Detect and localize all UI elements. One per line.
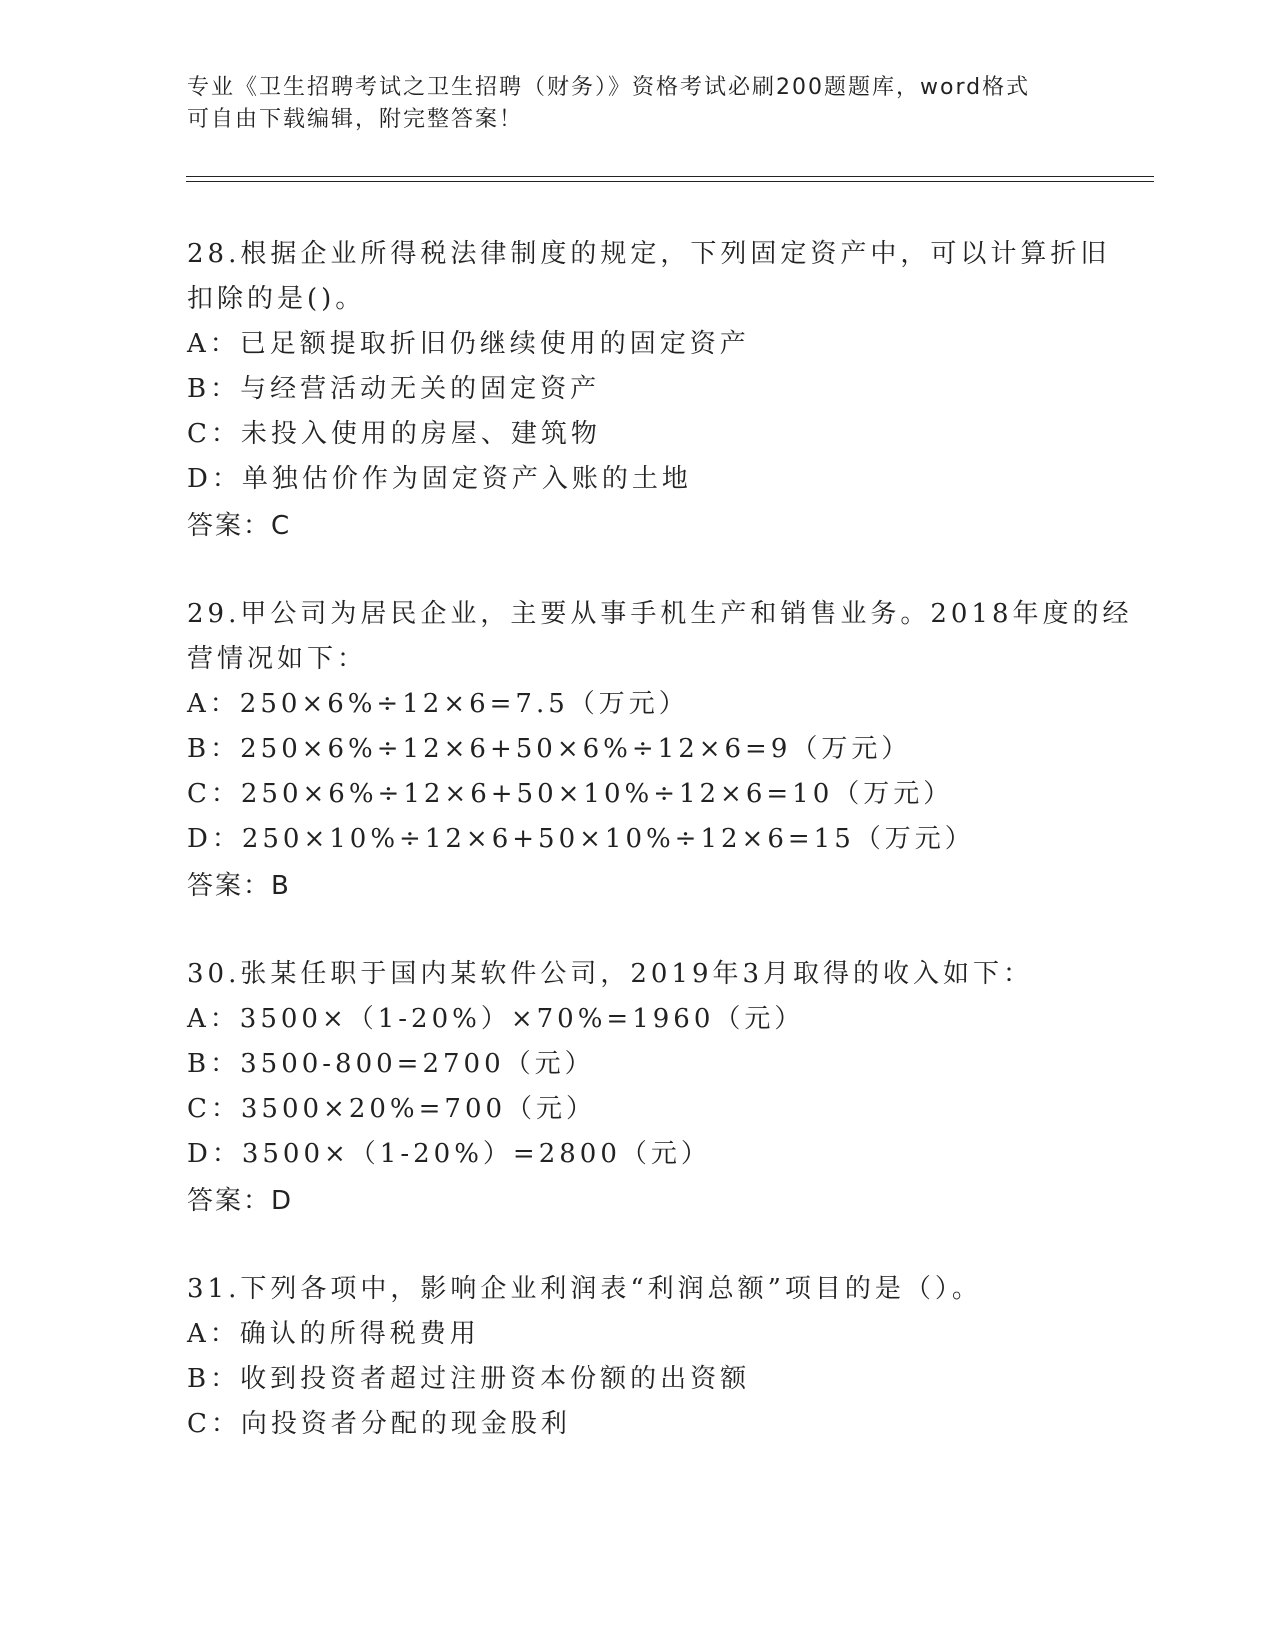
option-b: B：250×6%÷12×6+50×6%÷12×6=9（万元） — [187, 734, 912, 764]
question-stem — [187, 232, 1111, 322]
option-d: D：250×10%÷12×6+50×10%÷12×6=15（万元） — [187, 824, 975, 854]
answer: 答案：C — [187, 511, 292, 541]
question-stem-line: 30.张某任职于国内某软件公司，2019年3月取得的收入如下： — [187, 959, 1034, 989]
question-29 — [187, 592, 1133, 910]
question-stem — [187, 592, 1133, 682]
header-divider-top — [186, 176, 1154, 177]
question-28 — [187, 232, 1111, 550]
option-c: C：未投入使用的房屋、建筑物 — [187, 419, 601, 449]
question-stem-line: 扣除的是()。 — [187, 284, 366, 314]
option-b: B：收到投资者超过注册资本份额的出资额 — [187, 1364, 751, 1394]
option-c: C：3500×20%=700（元） — [187, 1094, 597, 1124]
question-31 — [187, 1267, 1087, 1447]
answer: 答案：D — [187, 1186, 294, 1216]
option-d: D：单独估价作为固定资产入账的土地 — [187, 464, 692, 494]
option-c: C：向投资者分配的现金股利 — [187, 1409, 571, 1439]
header-line-1: 专业《卫生招聘考试之卫生招聘（财务）》资格考试必刷200题题库，word格式 — [187, 75, 1031, 100]
option-c: C：250×6%÷12×6+50×10%÷12×6=10（万元） — [187, 779, 954, 809]
question-stem-line: 营情况如下： — [187, 644, 368, 674]
question-stem — [187, 1267, 1087, 1312]
header-divider-bottom — [186, 181, 1154, 182]
option-a: A：250×6%÷12×6=7.5（万元） — [187, 689, 689, 719]
option-d: D：3500×（1-20%）=2800（元） — [187, 1139, 711, 1169]
option-b: B：与经营活动无关的固定资产 — [187, 374, 601, 404]
option-a: A：确认的所得税费用 — [187, 1319, 480, 1349]
option-a: A：已足额提取折旧仍继续使用的固定资产 — [187, 329, 750, 359]
header-line-2: 可自由下载编辑，附完整答案！ — [187, 107, 524, 132]
question-stem-line: 31.下列各项中，影响企业利润表“利润总额”项目的是（）。 — [187, 1274, 982, 1304]
document-header — [187, 72, 1087, 136]
option-b: B：3500-800=2700（元） — [187, 1049, 595, 1079]
question-stem-line: 29.甲公司为居民企业，主要从事手机生产和销售业务。2018年度的经 — [187, 599, 1133, 629]
question-stem — [187, 952, 1087, 997]
question-30 — [187, 952, 1087, 1225]
question-stem-line: 28.根据企业所得税法律制度的规定，下列固定资产中，可以计算折旧 — [187, 239, 1111, 269]
question-list — [187, 232, 1133, 1489]
answer: 答案：B — [187, 871, 291, 901]
option-a: A：3500×（1-20%）×70%=1960（元） — [187, 1004, 805, 1034]
